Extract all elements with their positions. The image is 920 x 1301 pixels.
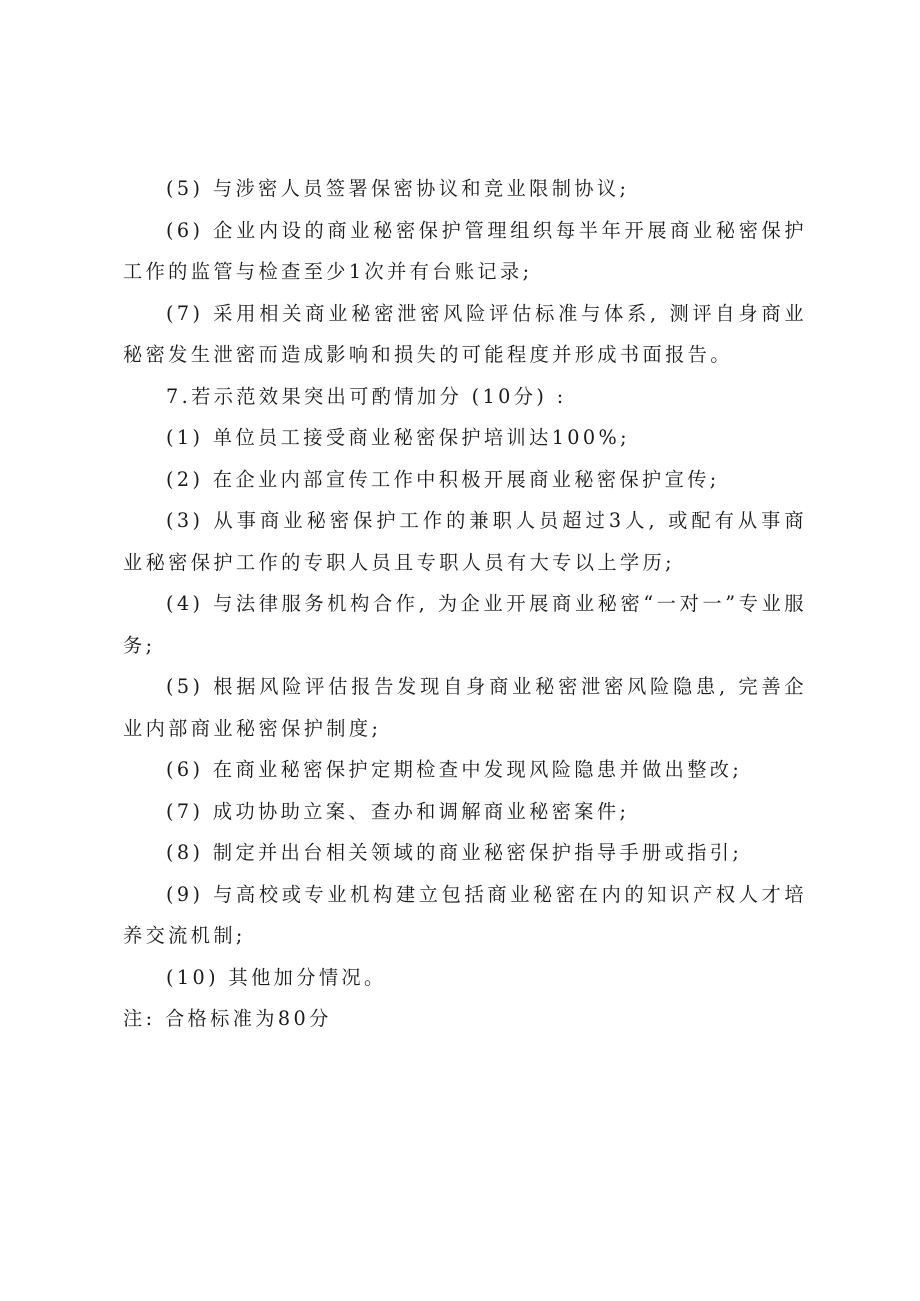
section-heading-bonus-points: 7.若示范效果突出可酌情加分 (10分) : — [166, 384, 567, 408]
paragraph-bonus-5-risk-remediation: (5) 根据风险评估报告发现自身商业秘密泄密风险隐患, 完善企业内部商业秘密保护制度; — [123, 675, 807, 740]
note-passing-standard: 注: 合格标准为80分 — [123, 1007, 332, 1030]
document-body — [123, 168, 807, 1040]
paragraph-item-7-risk-assessment: (7) 采用相关商业秘密泄密风险评估标准与体系, 测评自身商业秘密发生泄密而造成影响和损失的可能程度并形成书面报告。 — [123, 301, 807, 366]
paragraph-bonus-3-staffing: (3) 从事商业秘密保护工作的兼职人员超过3人, 或配有从事商业秘密保护工作的专职人员且专职人员有大专以上学历; — [123, 509, 807, 574]
paragraph-bonus-2-publicity: (2) 在企业内部宣传工作中积极开展商业秘密保护宣传; — [166, 467, 720, 491]
paragraph-bonus-6-periodic-check: (6) 在商业秘密保护定期检查中发现风险隐患并做出整改; — [166, 758, 743, 781]
paragraph-bonus-10-other: (10) 其他加分情况。 — [166, 965, 387, 989]
paragraph-bonus-1-training: (1) 单位员工接受商业秘密保护培训达100%; — [166, 426, 631, 449]
paragraph-item-5-confidentiality-agreement: (5) 与涉密人员签署保密协议和竞业限制协议; — [166, 177, 630, 200]
paragraph-item-6-semiannual-inspection: (6) 企业内设的商业秘密保护管理组织每半年开展商业秘密保护工作的监管与检查至少1次并有台账记录; — [123, 218, 807, 283]
paragraph-bonus-8-guidance-manual: (8) 制定并出台相关领域的商业秘密保护指导手册或指引; — [166, 841, 743, 864]
paragraph-bonus-7-case-assistance: (7) 成功协助立案、查办和调解商业秘密案件; — [166, 799, 630, 823]
paragraph-bonus-4-legal-services: (4) 与法律服务机构合作, 为企业开展商业秘密“一对一”专业服务; — [123, 592, 807, 657]
paragraph-bonus-9-talent-mechanism: (9) 与高校或专业机构建立包括商业秘密在内的知识产权人才培养交流机制; — [123, 882, 807, 947]
